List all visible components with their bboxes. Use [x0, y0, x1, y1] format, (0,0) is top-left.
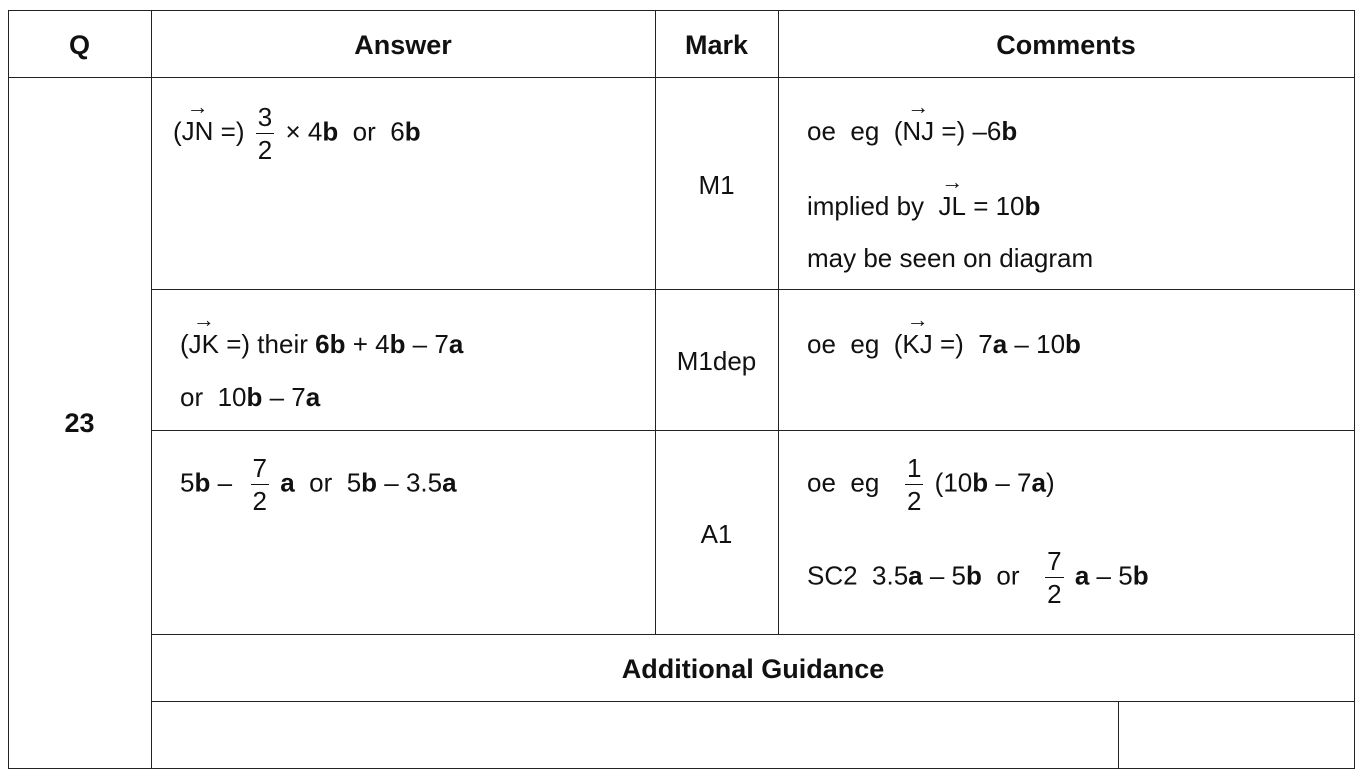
row1-comment-line2: implied by → JL = 10b — [807, 193, 1040, 219]
row1-comment-line3: may be seen on diagram — [807, 243, 1094, 273]
fraction: $\frac{3}{2}$ — [257, 102, 273, 165]
row3-comment-line1: oe eg $\frac{1}{2}$ (10b – 7a) — [807, 453, 1055, 516]
row2-comment: oe eg (→ KJ =) 7a – 10b — [807, 331, 1081, 357]
header-q: Q — [68, 30, 90, 60]
table-border — [778, 10, 779, 635]
fraction: $\frac{7}{2}$ — [1047, 546, 1062, 609]
table-border — [151, 634, 1355, 635]
question-number: 23 — [64, 408, 95, 438]
vector-kj: → KJ — [902, 331, 932, 357]
row1-answer: (→ JN =) $\frac{3}{2}$ × 4b or 6b — [173, 104, 421, 163]
vector-jn: → JN — [182, 118, 214, 144]
table-border — [1118, 701, 1119, 769]
table-border — [151, 289, 1355, 290]
table-border — [8, 10, 9, 769]
row1-comment-line1: oe eg (→ NJ =) –6b — [807, 118, 1017, 144]
row1-mark: M1 — [698, 170, 735, 200]
table-border — [8, 77, 1355, 78]
row3-comment-line2: SC2 3.5a – 5b or $\frac{7}{2}$ a – 5b — [807, 546, 1149, 609]
header-answer: Answer — [354, 30, 452, 60]
table-border — [8, 10, 1355, 11]
vector-nj: → NJ — [902, 118, 934, 144]
vector-jl: → JL — [939, 193, 966, 219]
fraction: $\frac{7}{2}$ — [252, 453, 267, 516]
table-border — [151, 701, 1355, 702]
row3-answer: 5b – $\frac{7}{2}$ a or 5b – 3.5a — [180, 453, 457, 516]
vector-jk: → JK — [189, 331, 219, 357]
row3-mark: A1 — [700, 519, 733, 549]
table-border — [151, 430, 1355, 431]
header-comments: Comments — [996, 30, 1136, 60]
header-mark: Mark — [684, 30, 749, 60]
row2-mark: M1dep — [676, 346, 757, 376]
row2-answer-line1: (→ JK =) their 6b + 4b – 7a — [180, 331, 463, 357]
table-border — [8, 768, 1355, 769]
fraction: $\frac{1}{2}$ — [906, 453, 922, 516]
row2-answer-line2: or 10b – 7a — [180, 382, 321, 412]
additional-guidance-heading: Additional Guidance — [621, 654, 885, 684]
